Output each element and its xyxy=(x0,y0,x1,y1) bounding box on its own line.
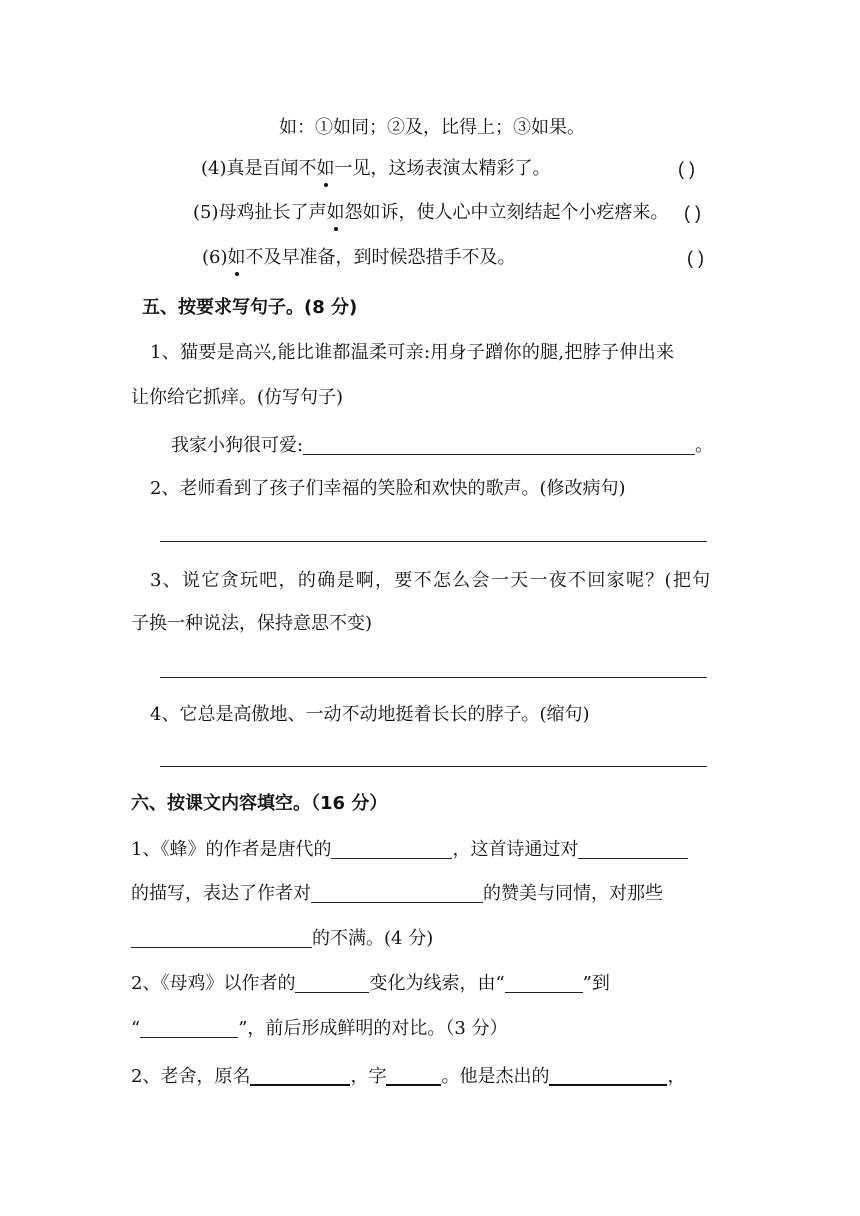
s6-q1-blank-discontent[interactable] xyxy=(131,927,312,948)
question-4-4 xyxy=(201,157,551,181)
s6-q2-line1 xyxy=(131,972,610,996)
s6-q3-text-a: 2、老舍，原名 xyxy=(131,1066,251,1087)
answer-paren-6[interactable]: ( ) xyxy=(687,248,704,268)
q4-5-pre: (5)母鸡扯长了声 xyxy=(193,202,327,223)
s6-q1-text-d: 的赞美与同情，对那些 xyxy=(483,883,663,904)
example-line: 如：①如同；②及，比得上；③如果。 xyxy=(279,117,585,138)
s5-q3-line2: 子换一种说法，保持意思不变) xyxy=(131,613,373,634)
s6-q2-line2 xyxy=(131,1017,508,1041)
s6-q2-blank-to[interactable] xyxy=(140,1017,238,1038)
answer-paren-4[interactable]: ( ) xyxy=(678,159,695,179)
question-4-5 xyxy=(193,201,669,225)
s5-q2-answer-line[interactable] xyxy=(160,541,707,542)
s6-q1-text-a: 1、《蜂》的作者是唐代的 xyxy=(131,839,332,860)
s6-q3-blank-title[interactable] xyxy=(549,1064,667,1086)
s6-q3-blank-courtesy[interactable] xyxy=(386,1064,441,1086)
s5-q4-answer-line[interactable] xyxy=(160,766,707,767)
s5-q1-prompt: 我家小狗很可爱: xyxy=(171,435,304,456)
s6-q3-text-c: 。他是杰出的 xyxy=(441,1066,550,1087)
s6-q2-blank-from[interactable] xyxy=(505,972,583,993)
section-6-title: 六、按课文内容填空。（16 分） xyxy=(131,793,388,814)
s5-q1-end: 。 xyxy=(695,435,714,456)
s5-q1-answer-row xyxy=(171,434,713,458)
s6-q2-text-c: ”到 xyxy=(582,973,610,994)
emphasis-char: 如 xyxy=(227,247,246,268)
s6-q1-blank-praise[interactable] xyxy=(311,882,483,903)
s5-q1-answer-blank[interactable] xyxy=(303,434,695,455)
s6-q1-text-e: 的不满。(4 分) xyxy=(312,928,434,949)
q4-4-post: 一见，这场表演太精彩了。 xyxy=(334,158,551,179)
s6-q3-blank-name[interactable] xyxy=(250,1064,350,1086)
s6-q3-text-b: ，字 xyxy=(350,1066,387,1087)
s6-q1-line3 xyxy=(131,927,433,951)
s6-q1-blank-object[interactable] xyxy=(578,838,688,859)
answer-paren-5[interactable]: ( ) xyxy=(684,203,701,223)
s5-q4: 4、它总是高傲地、一动不动地挺着长长的脖子。(缩句) xyxy=(150,704,590,725)
s5-q1-line2: 让你给它抓痒。(仿写句子) xyxy=(131,387,344,408)
s6-q2-blank-change[interactable] xyxy=(295,972,369,993)
s6-q2-text-e: ”，前后形成鲜明的对比。（3 分） xyxy=(238,1018,508,1039)
emphasis-char: 如 xyxy=(326,202,345,223)
s6-q2-text-b: 变化为线索，由“ xyxy=(369,973,505,994)
question-4-6 xyxy=(202,246,516,270)
q4-6-pre: (6) xyxy=(202,247,228,268)
s6-q3-line1 xyxy=(131,1064,685,1089)
s6-q1-text-b: ，这首诗通过对 xyxy=(452,839,579,860)
s5-q2: 2、老师看到了孩子们幸福的笑脸和欢快的歌声。(修改病句) xyxy=(150,478,626,499)
q4-5-post: 怨如诉，使人心中立刻结起个小疙瘩来。 xyxy=(344,202,669,223)
q4-4-pre: (4)真是百闻不 xyxy=(201,158,317,179)
s6-q1-line1 xyxy=(131,838,688,862)
s6-q1-blank-author[interactable] xyxy=(331,838,452,859)
section-5-title: 五、按要求写句子。(8 分) xyxy=(142,297,358,318)
s5-q3-answer-line[interactable] xyxy=(160,677,707,678)
s5-q3-line1: 3、说它贪玩吧，的确是啊，要不怎么会一天一夜不回家呢？(把句 xyxy=(150,570,712,591)
s6-q2-text-d: “ xyxy=(131,1018,141,1039)
s6-q2-text-a: 2、《母鸡》以作者的 xyxy=(131,973,296,994)
s5-q1-line1: 1、猫要是高兴,能比谁都温柔可亲:用身子蹭你的腿,把脖子伸出来 xyxy=(150,342,675,363)
s6-q1-line2 xyxy=(131,882,663,906)
s6-q1-text-c: 的描写，表达了作者对 xyxy=(131,883,311,904)
q4-6-post: 不及早准备，到时候恐措手不及。 xyxy=(245,247,516,268)
s6-q3-text-d: ， xyxy=(667,1066,686,1087)
emphasis-char: 如 xyxy=(316,158,335,179)
